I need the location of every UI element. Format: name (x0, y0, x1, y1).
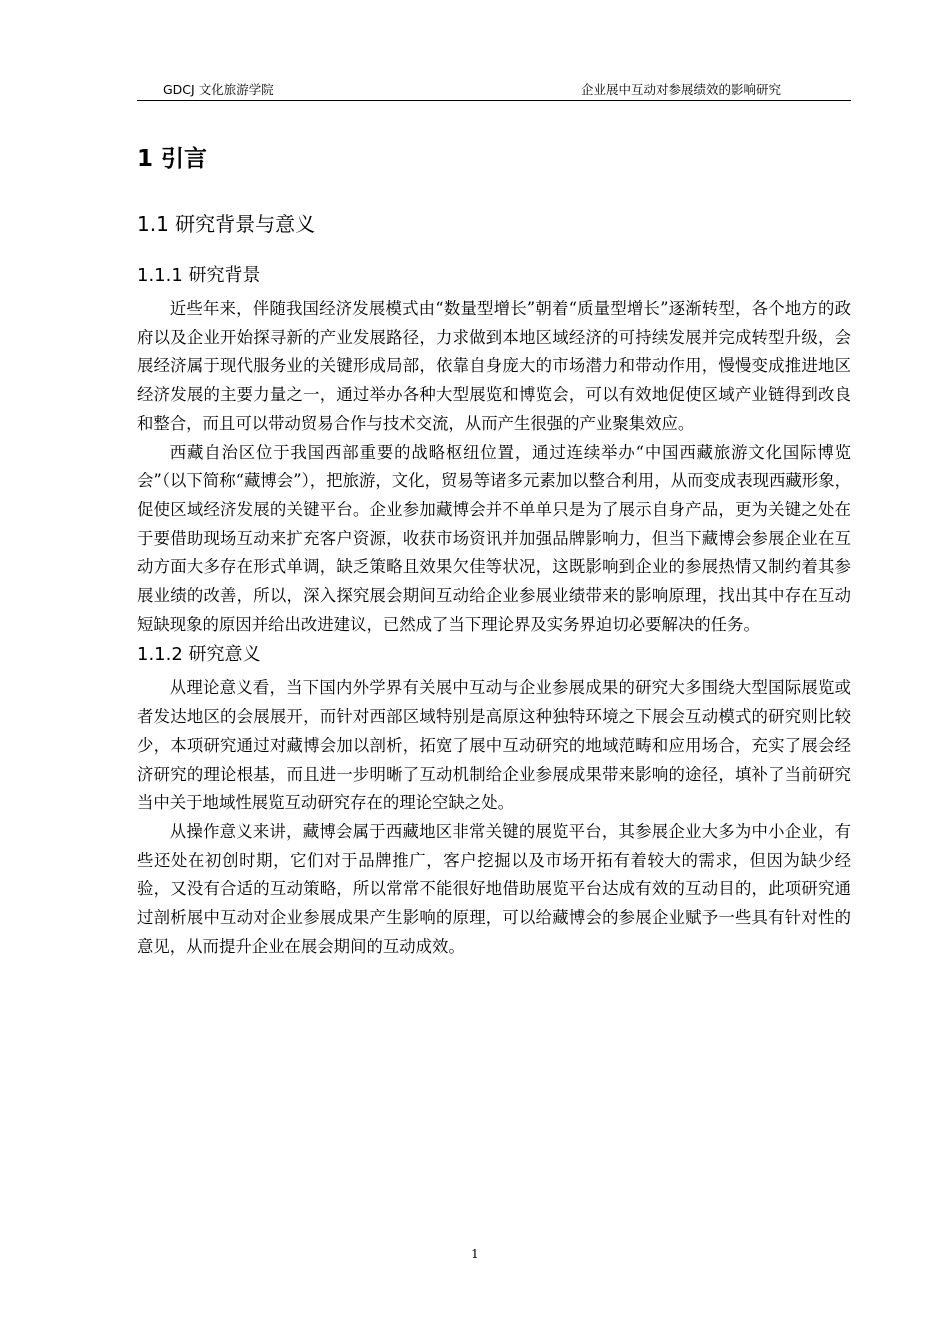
paragraph: 西藏自治区位于我国西部重要的战略枢纽位置，通过连续举办“中国西藏旅游文化国际博览会”（以下简称“藏博会”），把旅游，文化，贸易等诸多元素加以整合利用，从而变成表现西藏形象，促使区域经济发展的关键平台。企业参加藏博会并不单单只是为了展示自身产品，更为关键之处在于要借助现场互动来扩充客户资源，收获市场资讯并加强品牌影响力，但当下藏博会参展企业在互动方面大多存在形式单调，缺乏策略且效果欠佳等状况，这既影响到企业的参展热情又制约着其参展业绩的改善，所以，深入探究展会期间互动给企业参展业绩带来的影响原理，找出其中存在互动短缺现象的原因并给出改进建议，已然成了当下理论界及实务界迫切必要解决的任务。 (137, 442, 851, 634)
document-body (137, 128, 851, 961)
subsection-title-significance: 1.1.2 研究意义 (137, 644, 261, 666)
paragraph: 近些年来，伴随我国经济发展模式由“数量型增长”朝着“质量型增长”逐渐转型，各个地方的政府以及企业开始探寻新的产业发展路径，力求做到本地区域经济的可持续发展并完成转型升级，会展经济属于现代服务业的关键形成局部，依靠自身庞大的市场潜力和带动作用，慢慢变成推进地区经济发展的主要力量之一，通过举办各种大型展览和博览会，可以有效地促使区域产业链得到改良和整合，而且可以带动贸易合作与技术交流，从而产生很强的产业聚集效应。 (137, 299, 851, 433)
paragraph: 从理论意义看，当下国内外学界有关展中互动与企业参展成果的研究大多围绕大型国际展览或者发达地区的会展展开，而针对西部区域特别是高原这种独特环境之下展会互动模式的研究则比较少，本项研究通过对藏博会加以剖析，拓宽了展中互动研究的地域范畴和应用场合，充实了展会经济研究的理论根基，而且进一步明晰了互动机制给企业参展成果带来影响的途径，填补了当前研究当中关于地域性展览互动研究存在的理论空缺之处。 (137, 678, 851, 813)
page-number: 1 (471, 1247, 479, 1261)
chapter-title: 1 引言 (137, 146, 208, 172)
subsection-title-background: 1.1.1 研究背景 (137, 265, 261, 286)
page-header (137, 78, 851, 101)
paragraph: 从操作意义来讲，藏博会属于西藏地区非常关键的展览平台，其参展企业大多为中小企业，有些还处在初创时期，它们对于品牌推广，客户挖掘以及市场开拓有着较大的需求，但因为缺少经验，又没有合适的互动策略，所以常常不能很好地借助展览平台达成有效的互动目的，此项研究通过剖析展中互动对企业参展成果产生影响的原理，可以给藏博会的参展企业赋予一些具有针对性的意见，从而提升企业在展会期间的互动成效。 (137, 821, 851, 956)
header-school-name: GDCJ 文化旅游学院 (163, 82, 274, 97)
header-paper-title: 企业展中互动对参展绩效的影响研究 (580, 82, 781, 97)
section-title: 1.1 研究背景与意义 (137, 212, 316, 236)
